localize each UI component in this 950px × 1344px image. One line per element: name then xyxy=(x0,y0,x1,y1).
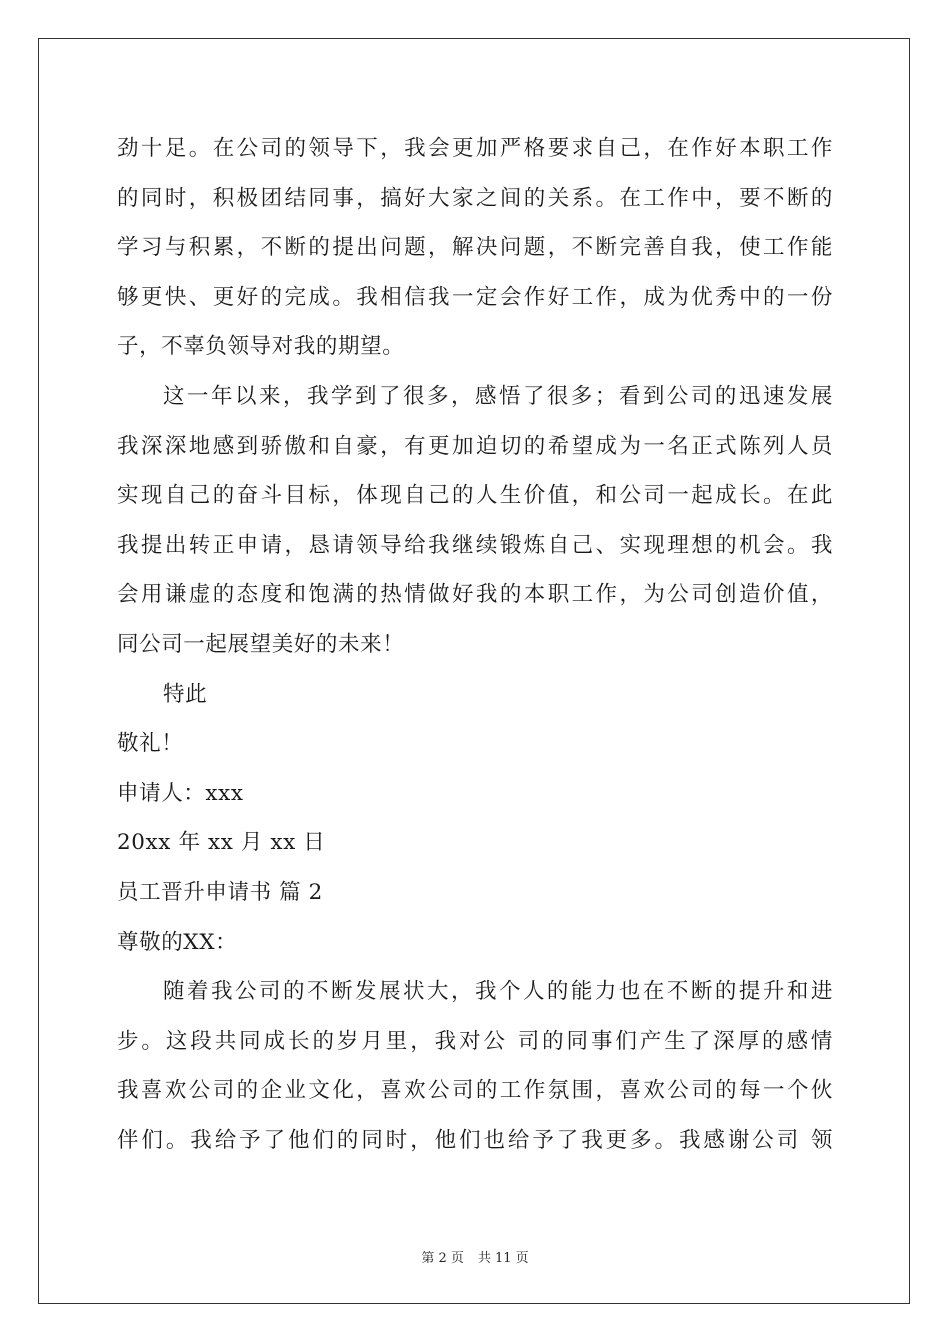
paragraph-start-line: 这一年以来，我学到了很多，感悟了很多；看到公司的迅速发展 xyxy=(163,383,833,409)
text-line: 同公司一起展望美好的未来！ xyxy=(117,631,405,657)
page-footer xyxy=(0,1247,950,1266)
section-heading: 员工晋升申请书 篇 2 xyxy=(117,879,323,905)
paragraph-start-line: 随着我公司的不断发展状大，我个人的能力也在不断的提升和进 xyxy=(163,979,833,1005)
text-line: 我喜欢公司的企业文化，喜欢公司的工作氛围，喜欢公司的每一个伙 xyxy=(117,1078,833,1104)
text-line: 的同时，积极团结同事，搞好大家之间的关系。在工作中，要不断的 xyxy=(117,185,833,211)
page-number: 第 2 页 xyxy=(421,1251,464,1266)
text-line: 实现自己的奋斗目标，体现自己的人生价值，和公司一起成长。在此 xyxy=(117,483,833,509)
text-line: 劲十足。在公司的领导下，我会更加严格要求自己，在作好本职工作 xyxy=(117,136,833,161)
date-line: 20xx 年 xx 月 xx 日 xyxy=(117,830,326,856)
text-line: 伴们。我给予了他们的同时，他们也给予了我更多。我感谢公司 领 xyxy=(117,1127,833,1153)
text-line: 我提出转正申请，恳请领导给我继续锻炼自己、实现理想的机会。我 xyxy=(117,532,833,558)
text-line: 够更快、更好的完成。我相信我一定会作好工作，成为优秀中的一份 xyxy=(117,284,833,310)
page-total: 共 11 页 xyxy=(477,1251,529,1266)
text-line: 会用谦虚的态度和饱满的热情做好我的本职工作，为公司创造价值， xyxy=(117,582,833,608)
text-line: 子，不辜负领导对我的期望。 xyxy=(117,334,405,360)
text-line: 学习与积累，不断的提出问题，解决问题，不断完善自我，使工作能 xyxy=(117,235,833,261)
text-line: 步。这段共同成长的岁月里，我对公 司的同事们产生了深厚的感情 xyxy=(117,1028,833,1054)
closing-phrase: 特此 xyxy=(163,681,208,707)
salutation-closing: 敬礼！ xyxy=(117,731,184,757)
applicant-line: 申请人：xxx xyxy=(117,780,244,806)
greeting-line: 尊敬的XX： xyxy=(117,929,238,955)
text-line: 我深深地感到骄傲和自豪，有更加迫切的希望成为一名正式陈列人员 xyxy=(117,433,833,459)
document-body xyxy=(117,124,833,1165)
